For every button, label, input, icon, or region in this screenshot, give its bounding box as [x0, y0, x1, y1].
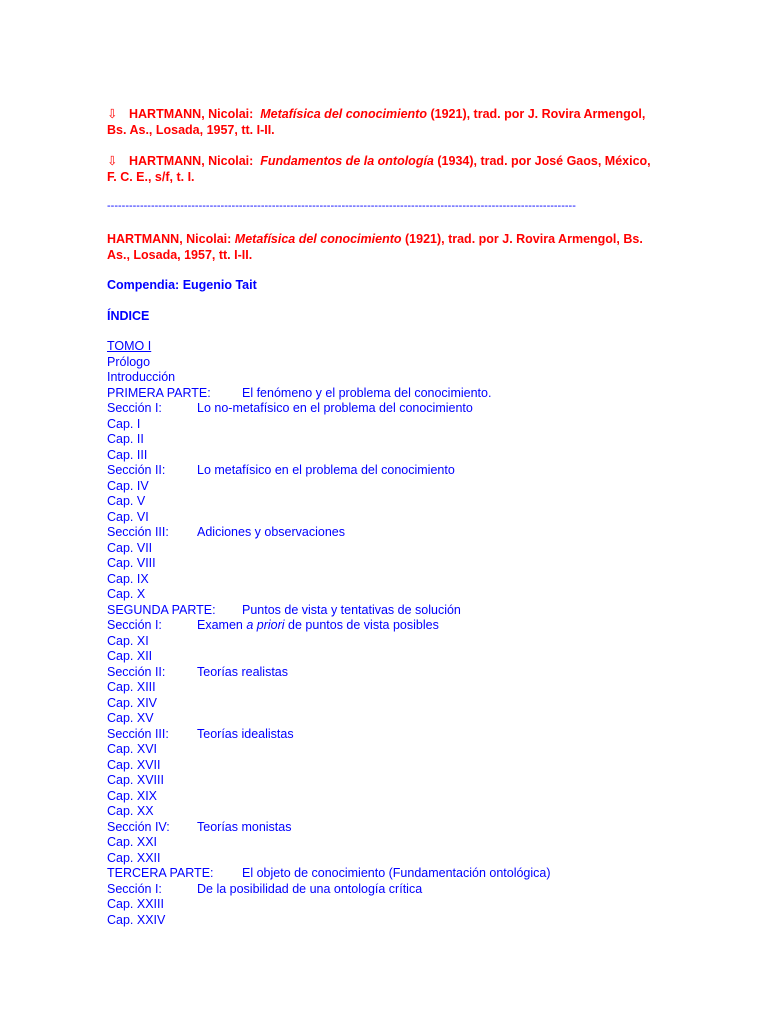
main-reference	[107, 231, 667, 263]
toc-row	[107, 448, 667, 464]
toc-label: PRIMERA PARTE:	[107, 385, 211, 400]
toc-row	[107, 742, 667, 758]
reference-title: Fundamentos de la ontología	[260, 154, 434, 168]
toc-label: Cap. X	[107, 587, 146, 601]
reference-entry	[107, 106, 667, 138]
main-reference-author: HARTMANN, Nicolai:	[107, 232, 232, 246]
toc-row	[107, 820, 667, 836]
toc-label: Cap. XII	[107, 649, 153, 663]
toc-description: Teorías realistas	[197, 664, 289, 679]
toc-label: SEGUNDA PARTE:	[107, 602, 216, 617]
toc-row	[107, 510, 667, 526]
toc-row	[107, 386, 667, 402]
download-arrow-icon[interactable]: ⇩	[107, 154, 118, 168]
toc-label: Sección III:	[107, 525, 169, 539]
toc-description: El objeto de conocimiento (Fundamentación ontológica)	[242, 866, 551, 880]
toc-row	[107, 680, 667, 696]
toc-row	[107, 866, 667, 882]
toc-row	[107, 773, 667, 789]
toc-label: Introducción	[107, 370, 176, 384]
toc-label: Cap. XIV	[107, 695, 158, 710]
toc-row	[107, 758, 667, 774]
toc-row	[107, 401, 667, 417]
reference-details-line2: Bs. As., Losada, 1957, tt. I-II.	[107, 123, 275, 137]
toc-label: Cap. III	[107, 447, 148, 462]
toc-row	[107, 572, 667, 588]
toc-label: Sección I:	[107, 881, 162, 896]
toc-description-post: de puntos de vista posibles	[284, 618, 439, 632]
toc-description: Teorías monistas	[197, 819, 292, 834]
toc-row	[107, 665, 667, 681]
toc-rows	[107, 355, 667, 929]
toc-row	[107, 432, 667, 448]
toc-description	[197, 618, 439, 634]
compendia-credit: Compendia: Eugenio Tait	[107, 278, 257, 292]
toc-row	[107, 541, 667, 557]
toc-label: Cap. IX	[107, 571, 149, 586]
toc-row	[107, 618, 667, 634]
toc-label: Cap. II	[107, 432, 144, 446]
toc-label: Cap. V	[107, 494, 146, 508]
toc-row	[107, 727, 667, 743]
toc-row	[107, 603, 667, 619]
toc-row	[107, 882, 667, 898]
toc-row	[107, 494, 667, 510]
main-reference-title: Metafísica del conocimiento	[234, 232, 402, 246]
main-reference-details-line2: As., Losada, 1957, tt. I-II.	[107, 248, 253, 262]
toc-label: Sección I:	[107, 618, 162, 632]
separator-line: --------------------------------------------------------------------------------------------------------------------------------	[107, 200, 576, 212]
toc-label: Cap. XVI	[107, 742, 158, 756]
toc-row	[107, 851, 667, 867]
toc-label: Cap. XXI	[107, 835, 158, 849]
toc-description: El fenómeno y el problema del conocimiento.	[242, 385, 492, 400]
toc-description: De la posibilidad de una ontología crítica	[197, 881, 423, 896]
download-arrow-icon[interactable]: ⇩	[107, 107, 118, 121]
toc-label: Sección I:	[107, 401, 162, 415]
reference-author: HARTMANN, Nicolai:	[129, 154, 254, 168]
toc-description: Lo no-metafísico en el problema del conocimiento	[197, 401, 473, 415]
toc-label: Sección II:	[107, 664, 166, 679]
toc-row	[107, 525, 667, 541]
toc-row	[107, 913, 667, 929]
toc-tomo-row	[107, 339, 667, 355]
toc-row	[107, 804, 667, 820]
toc-description-pre: Examen	[197, 618, 247, 632]
toc-label: Cap. XXII	[107, 850, 161, 865]
toc-description: Lo metafísico en el problema del conocimiento	[197, 463, 455, 477]
toc-row	[107, 417, 667, 433]
reference-title: Metafísica del conocimiento	[260, 107, 427, 121]
toc-row	[107, 370, 667, 386]
toc-label: Cap. VIII	[107, 556, 156, 570]
reference-author: HARTMANN, Nicolai:	[129, 107, 254, 121]
toc-label: Cap. VII	[107, 540, 153, 555]
toc-label: Prólogo	[107, 354, 151, 369]
toc-label: Sección II:	[107, 463, 166, 477]
toc-row	[107, 556, 667, 572]
toc-label: Cap. XIX	[107, 788, 158, 803]
toc-row	[107, 587, 667, 603]
toc-label: Cap. XV	[107, 711, 154, 725]
toc-row	[107, 696, 667, 712]
toc-row	[107, 711, 667, 727]
reference-details-line2: F. C. E., s/f, t. I.	[107, 170, 195, 184]
toc-label: Cap. XI	[107, 633, 149, 648]
toc-label: Cap. XX	[107, 804, 154, 818]
toc-description-emphasis: a priori	[246, 618, 285, 632]
table-of-contents	[107, 339, 667, 928]
toc-row	[107, 479, 667, 495]
toc-label: Sección IV:	[107, 819, 170, 834]
reference-details: (1921), trad. por J. Rovira Armengol,	[430, 107, 646, 121]
toc-label: Cap. XVIII	[107, 773, 164, 787]
toc-label: Cap. XXIII	[107, 897, 164, 911]
main-reference-details: (1921), trad. por J. Rovira Armengol, Bs.	[405, 232, 643, 246]
toc-description: Adiciones y observaciones	[197, 525, 345, 539]
toc-label: Cap. XIII	[107, 680, 156, 694]
toc-label: Cap. XXIV	[107, 912, 166, 927]
toc-label: TERCERA PARTE:	[107, 866, 214, 880]
toc-row	[107, 897, 667, 913]
index-heading: ÍNDICE	[107, 309, 150, 323]
tomo-link[interactable]: TOMO I	[107, 339, 152, 353]
toc-row	[107, 355, 667, 371]
toc-row	[107, 789, 667, 805]
toc-label: Cap. VI	[107, 509, 149, 524]
toc-label: Cap. XVII	[107, 757, 161, 772]
toc-row	[107, 463, 667, 479]
reference-details: (1934), trad. por José Gaos, México,	[437, 154, 651, 168]
toc-label: Cap. IV	[107, 478, 149, 493]
toc-label: Cap. I	[107, 416, 141, 431]
toc-row	[107, 835, 667, 851]
toc-row	[107, 634, 667, 650]
toc-description: Teorías idealistas	[197, 726, 294, 741]
toc-row	[107, 649, 667, 665]
toc-label: Sección III:	[107, 726, 169, 741]
reference-entry	[107, 153, 667, 185]
toc-description: Puntos de vista y tentativas de solución	[242, 602, 461, 617]
